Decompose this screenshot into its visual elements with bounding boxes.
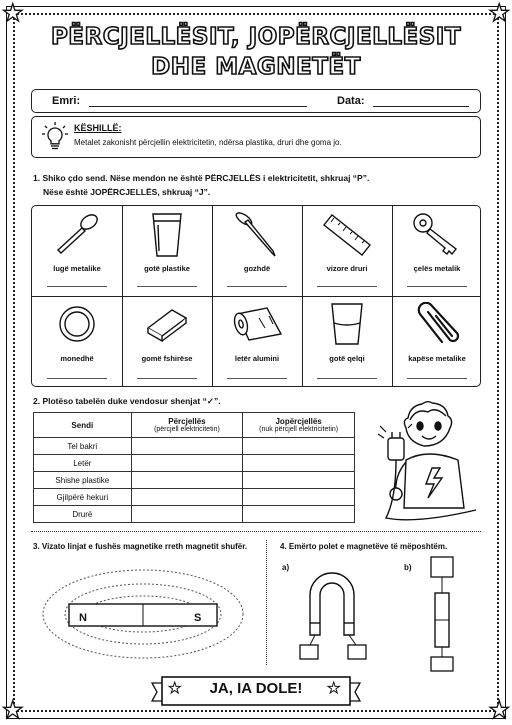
page-title-line1: PËRCJELLËSIT, JOPËRCJELLËSIT <box>50 24 462 50</box>
object-name: gotë plastike <box>144 264 190 273</box>
horseshoe-magnet <box>290 555 380 670</box>
answer-line[interactable] <box>407 378 467 379</box>
conductor-title: Përcjellës <box>168 417 206 426</box>
table-header-insulator <box>243 413 355 438</box>
plastic-cup-icon <box>147 211 187 259</box>
answer-box[interactable] <box>348 645 366 659</box>
object-cell-eraser <box>122 296 212 387</box>
bar-magnet-vertical <box>423 553 463 673</box>
magnet-b-label: b) <box>404 563 412 572</box>
answer-line[interactable] <box>137 286 197 287</box>
q3-instruction: 3. Vizato linjat e fushës magnetike rreth magnetit shufër. <box>33 542 248 551</box>
object-cell-plastic-cup <box>122 206 212 296</box>
object-name: gozhdë <box>243 264 271 273</box>
foil-icon <box>229 304 285 344</box>
object-cell-foil <box>212 296 302 387</box>
table-cell-item: Gjilpërë hekuri <box>34 489 132 506</box>
answer-line[interactable] <box>227 378 287 379</box>
spoon-icon <box>52 212 102 256</box>
magnet-a-label: a) <box>282 563 290 572</box>
check-cell[interactable] <box>243 455 355 472</box>
object-cell-paperclip <box>392 296 481 387</box>
check-cell[interactable] <box>243 489 355 506</box>
table-row <box>34 489 355 506</box>
table-row <box>34 506 355 523</box>
check-cell[interactable] <box>131 438 243 455</box>
conductor-table <box>33 412 355 523</box>
tip-text: Metalet zakonisht përcjellin elektricitetin, ndërsa plastika, druri dhe goma jo. <box>74 138 342 147</box>
table-header-conductor <box>131 413 243 438</box>
answer-box[interactable] <box>431 557 453 577</box>
date-label: Data: <box>337 95 365 107</box>
name-date-box <box>31 89 481 113</box>
lightbulb-icon <box>42 121 68 153</box>
table-header-item: Sendi <box>34 413 132 438</box>
check-cell[interactable] <box>243 506 355 523</box>
section-divider <box>31 531 481 532</box>
key-icon <box>410 211 464 259</box>
check-cell[interactable] <box>243 472 355 489</box>
q4-instruction: 4. Emërto polet e magnetëve të mëposhtëm. <box>280 542 448 551</box>
table-cell-item: Letër <box>34 455 132 472</box>
star-icon: ★ <box>2 697 24 724</box>
table-cell-item: Shishe plastike <box>34 472 132 489</box>
answer-line[interactable] <box>227 286 287 287</box>
object-name: çelës metalik <box>413 264 461 273</box>
answer-line[interactable] <box>47 286 107 287</box>
answer-line[interactable] <box>317 378 377 379</box>
nail-icon <box>232 211 282 259</box>
date-field[interactable] <box>373 106 469 107</box>
star-icon: ★ <box>488 697 510 724</box>
answer-box[interactable] <box>300 645 318 659</box>
conductor-subtitle: (përcjell elektricitetin) <box>154 426 220 433</box>
answer-line[interactable] <box>47 378 107 379</box>
q1-objects-grid <box>31 205 481 387</box>
object-name: letër alumini <box>234 354 280 363</box>
check-cell[interactable] <box>131 455 243 472</box>
star-icon: ★ <box>488 0 510 27</box>
answer-line[interactable] <box>317 286 377 287</box>
q2-instruction: 2. Plotëso tabelën duke vendosur shenjat “✓”. <box>33 396 221 406</box>
object-cell-coin <box>32 296 122 387</box>
star-icon: ★ <box>2 0 24 27</box>
q1-instruction-line2: Nëse është JOPËRCJELLËS, shkruaj “J”. <box>43 187 211 197</box>
object-cell-spoon <box>32 206 122 296</box>
object-name: monedhë <box>60 354 94 363</box>
answer-line[interactable] <box>407 286 467 287</box>
name-field[interactable] <box>89 106 307 107</box>
object-name: lugë metalike <box>53 264 101 273</box>
glass-icon <box>327 301 367 347</box>
check-cell[interactable] <box>243 438 355 455</box>
bar-magnet-field-diagram <box>33 562 259 666</box>
table-row <box>34 438 355 455</box>
star-icon: ★ <box>327 680 341 697</box>
answer-box[interactable] <box>431 657 453 671</box>
tip-label: KËSHILLË: <box>74 123 122 133</box>
object-name: kapëse metalike <box>408 354 466 363</box>
object-cell-key <box>392 206 481 296</box>
answer-line[interactable] <box>137 378 197 379</box>
q1-instruction-line1: 1. Shiko çdo send. Nëse mendon ne është PËRCJELLËS i elektricitetit, shkruaj “P”. <box>33 173 370 183</box>
insulator-title: Jopërcjellës <box>275 417 322 426</box>
table-row <box>34 455 355 472</box>
object-name: gotë qelqi <box>329 354 365 363</box>
boy-with-plug-illustration <box>366 398 486 526</box>
name-label: Emri: <box>52 95 81 107</box>
footer-text: JA, IA DOLE! <box>209 680 303 697</box>
page-title-line2: DHE MAGNETËT <box>151 54 361 80</box>
south-pole-label: S <box>194 612 202 624</box>
eraser-icon <box>142 306 192 342</box>
coin-icon <box>57 304 97 344</box>
table-cell-item: Tel bakri <box>34 438 132 455</box>
north-pole-label: N <box>79 612 87 624</box>
table-row <box>34 472 355 489</box>
paperclip-icon <box>414 302 460 346</box>
ruler-icon <box>320 211 374 259</box>
object-name: vizore druri <box>326 264 368 273</box>
object-cell-glass <box>302 296 392 387</box>
check-cell[interactable] <box>131 472 243 489</box>
check-cell[interactable] <box>131 506 243 523</box>
insulator-subtitle: (nuk përcjell elektricitetin) <box>259 426 339 433</box>
tip-box <box>31 116 481 158</box>
column-divider <box>266 540 267 665</box>
object-cell-nail <box>212 206 302 296</box>
object-cell-ruler <box>302 206 392 296</box>
table-cell-item: Drurë <box>34 506 132 523</box>
object-name: gomë fshirëse <box>141 354 193 363</box>
check-cell[interactable] <box>131 489 243 506</box>
star-icon: ★ <box>168 680 182 697</box>
